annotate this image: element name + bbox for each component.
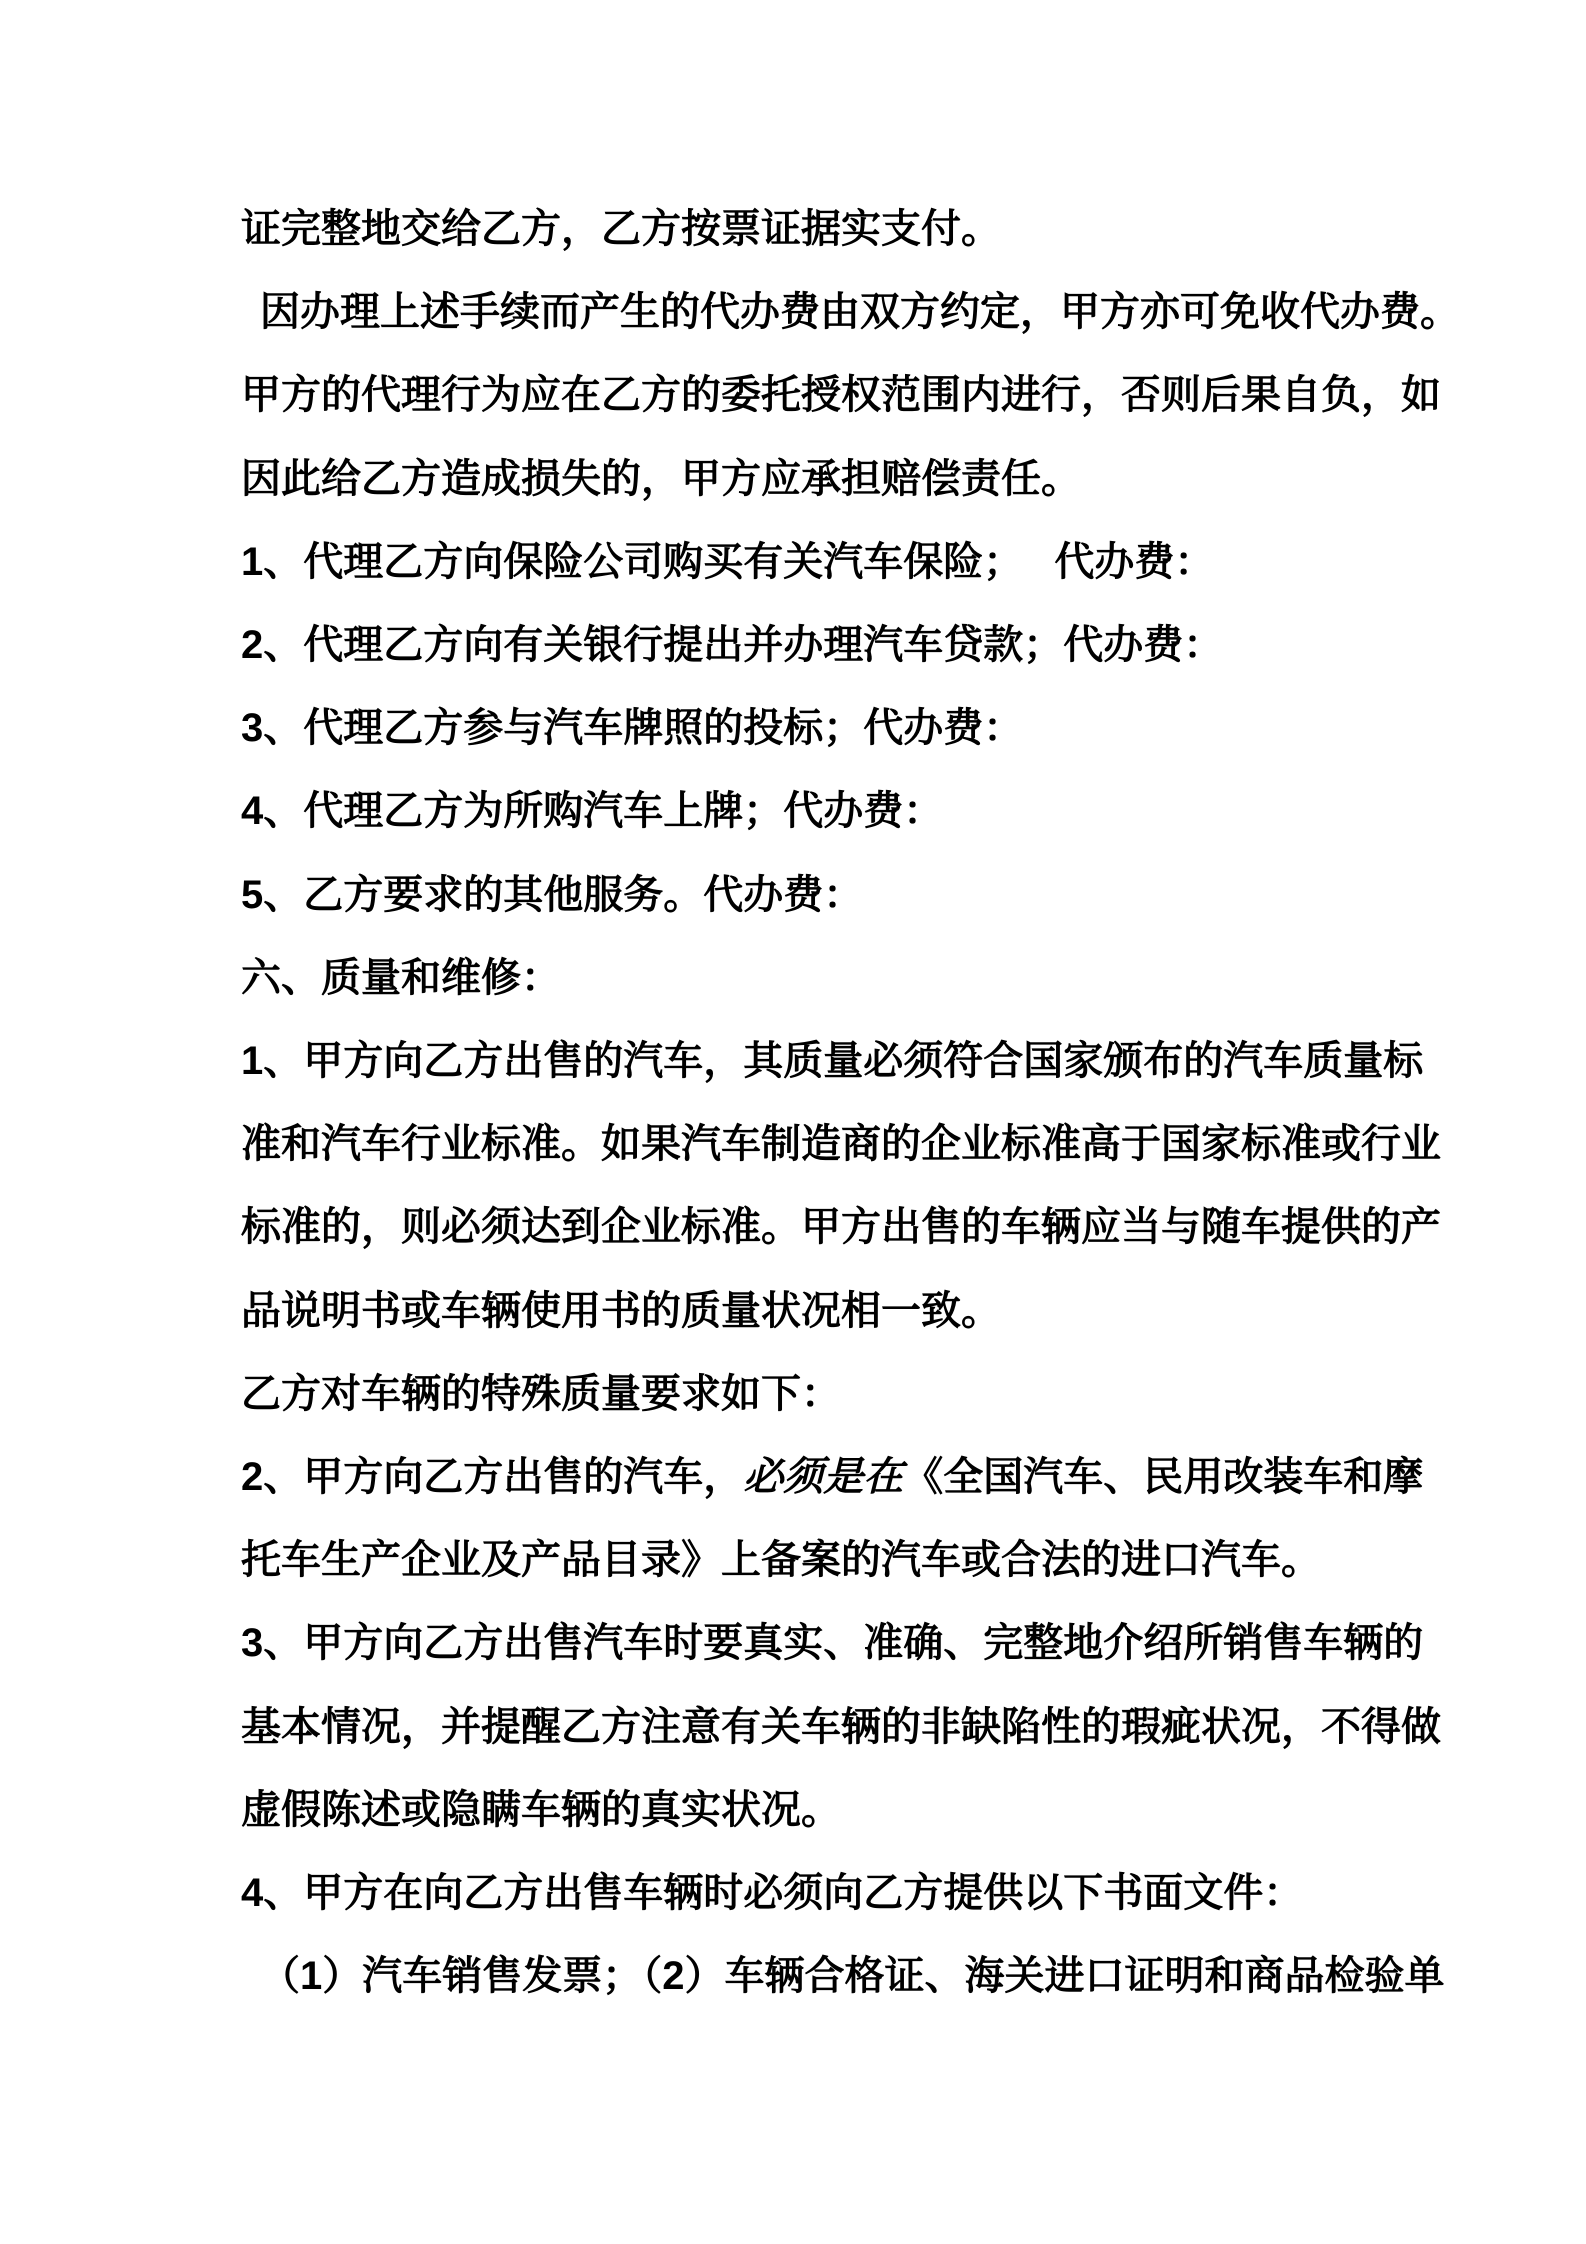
text-segment: 托车生产企业及产品目录》上备案的汽车或合法的进口汽车。 [241, 1538, 1321, 1583]
text-line [241, 937, 1466, 1020]
text-segment: 1、代理乙方向保险公司购买有关汽车保险； 代办费： [241, 539, 1215, 584]
text-segment: 虚假陈述或隐瞒车辆的真实状况。 [241, 1787, 841, 1832]
text-line [241, 1602, 1466, 1685]
text-line [241, 687, 1466, 770]
text-segment: 准和汽车行业标准。如果汽车制造商的企业标准高于国家标准或行业 [241, 1122, 1441, 1167]
text-line [241, 1686, 1466, 1769]
document-body [241, 188, 1466, 2018]
text-line [241, 521, 1466, 604]
text-segment: 3、甲方向乙方出售汽车时要真实、准确、完整地介绍所销售车辆的 [241, 1621, 1424, 1666]
text-segment: 5、乙方要求的其他服务。代办费： [241, 872, 864, 917]
text-line [241, 1852, 1466, 1935]
text-segment: 六、质量和维修： [241, 955, 561, 1000]
text-line [241, 188, 1466, 271]
text-line [241, 438, 1466, 521]
text-segment: 因此给乙方造成损失的，甲方应承担赔偿责任。 [241, 456, 1081, 501]
text-line [241, 770, 1466, 853]
text-line [241, 604, 1466, 687]
text-segment: 《全国汽车、民用改装车和摩 [903, 1455, 1424, 1500]
text-line [241, 1270, 1466, 1353]
text-line [241, 1769, 1466, 1852]
text-segment: 基本情况，并提醒乙方注意有关车辆的非缺陷性的瑕疵状况，不得做 [241, 1704, 1441, 1749]
text-segment: 1、甲方向乙方出售的汽车，其质量必须符合国家颁布的汽车质量标 [241, 1039, 1424, 1084]
text-segment: 标准的，则必须达到企业标准。甲方出售的车辆应当与随车提供的产 [241, 1205, 1441, 1250]
text-line [241, 271, 1466, 354]
text-segment: 2、代理乙方向有关银行提出并办理汽车贷款；代办费： [241, 623, 1224, 668]
text-line [241, 1436, 1466, 1519]
text-segment: 4、代理乙方为所购汽车上牌；代办费： [241, 789, 944, 834]
text-segment: 4、甲方在向乙方出售车辆时必须向乙方提供以下书面文件： [241, 1871, 1304, 1916]
text-segment: 乙方对车辆的特殊质量要求如下： [241, 1371, 841, 1416]
text-line [241, 1103, 1466, 1186]
text-line [241, 1353, 1466, 1436]
text-segment: 证完整地交给乙方，乙方按票证据实支付。 [241, 207, 1001, 251]
text-line [241, 354, 1466, 437]
text-segment: 甲方的代理行为应在乙方的委托授权范围内进行，否则后果自负，如 [241, 373, 1441, 418]
text-line [241, 1020, 1466, 1103]
text-line [241, 854, 1466, 937]
text-line [241, 1935, 1466, 2018]
text-segment: 品说明书或车辆使用书的质量状况相一致。 [241, 1288, 1001, 1333]
text-segment: （1）汽车销售发票；（2）车辆合格证、海关进口证明和商品检验单 [260, 1954, 1445, 1999]
text-line [241, 1519, 1466, 1602]
text-line [241, 1186, 1466, 1269]
text-segment: 3、代理乙方参与汽车牌照的投标；代办费： [241, 706, 1024, 751]
text-segment: 因办理上述手续而产生的代办费由双方约定，甲方亦可免收代办费。 [260, 290, 1460, 335]
text-segment: 2、甲方向乙方出售的汽车， [241, 1455, 744, 1500]
text-segment: 必须是在 [743, 1455, 904, 1500]
